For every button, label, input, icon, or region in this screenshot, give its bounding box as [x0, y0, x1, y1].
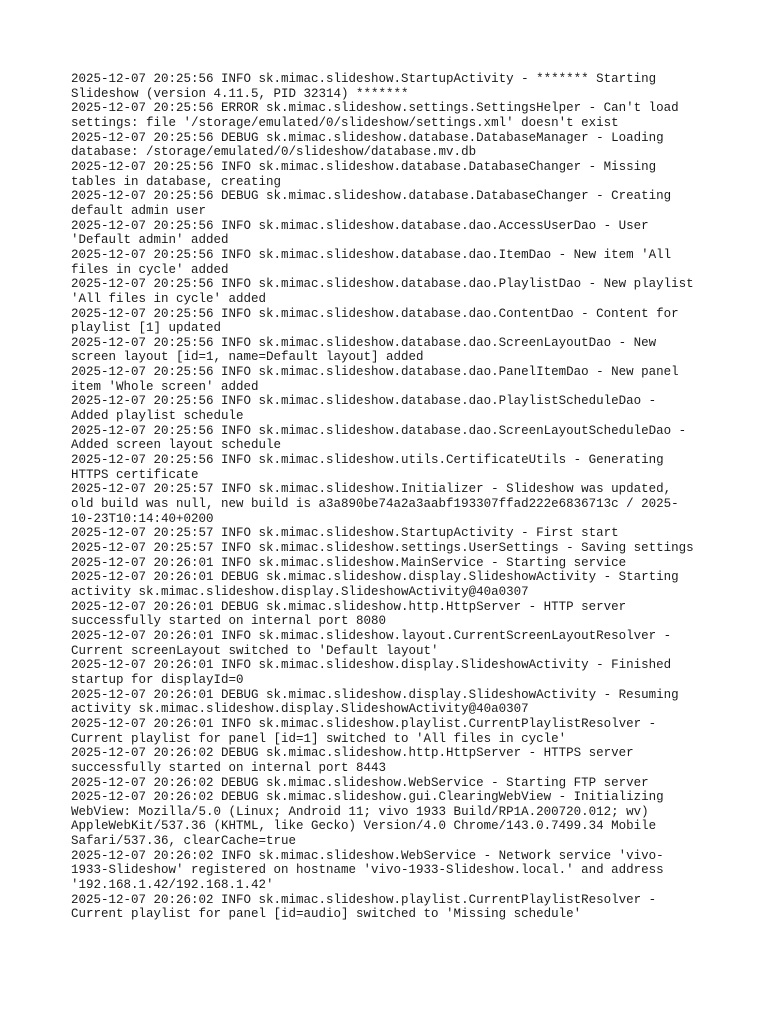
log-line: Added playlist schedule — [71, 409, 244, 424]
log-line: 2025-12-07 20:25:56 INFO sk.mimac.slideshow.database.dao.PlaylistScheduleDao - — [71, 394, 657, 409]
log-line: 2025-12-07 20:26:01 INFO sk.mimac.slideshow.layout.CurrentScreenLayoutResolver - — [71, 628, 672, 643]
log-line: 2025-12-07 20:26:01 INFO sk.mimac.slideshow.display.SlideshowActivity - Finished — [71, 658, 672, 673]
log-line: 2025-12-07 20:26:02 DEBUG sk.mimac.slideshow.gui.ClearingWebView - Initializing — [71, 790, 664, 805]
log-line: Current playlist for panel [id=audio] switched to 'Missing schedule' — [71, 907, 582, 922]
log-line: activity sk.mimac.slideshow.display.SlideshowActivity@40a0307 — [71, 702, 529, 717]
log-line: HTTPS certificate — [71, 467, 199, 482]
log-line: 2025-12-07 20:26:01 INFO sk.mimac.slideshow.playlist.CurrentPlaylistResolver - — [71, 716, 657, 731]
log-line: 2025-12-07 20:26:01 DEBUG sk.mimac.slideshow.http.HttpServer - HTTP server — [71, 599, 627, 614]
log-line: 'All files in cycle' added — [71, 291, 267, 306]
log-line: AppleWebKit/537.36 (KHTML, like Gecko) Version/4.0 Chrome/143.0.7499.34 Mobile — [71, 819, 657, 834]
log-line: 2025-12-07 20:25:56 INFO sk.mimac.slideshow.database.dao.AccessUserDao - User — [71, 218, 649, 233]
log-line: Safari/537.36, clearCache=true — [71, 834, 297, 849]
log-output — [71, 72, 711, 922]
log-line: default admin user — [71, 203, 207, 218]
log-line: 2025-12-07 20:25:57 INFO sk.mimac.slideshow.StartupActivity - First start — [71, 526, 619, 541]
log-line: Added screen layout schedule — [71, 438, 282, 453]
log-line: screen layout [id=1, name=Default layout] added — [71, 350, 424, 365]
log-line: 2025-12-07 20:25:56 INFO sk.mimac.slideshow.database.dao.PlaylistDao - New playlist — [71, 277, 694, 292]
log-line: 2025-12-07 20:25:56 INFO sk.mimac.slideshow.database.dao.ItemDao - New item 'All — [71, 247, 672, 262]
log-line: 2025-12-07 20:25:56 INFO sk.mimac.slideshow.database.dao.PanelItemDao - New panel — [71, 365, 679, 380]
log-line: old build was null, new build is a3a890be74a2a3aabf193307ffad222e6836713c / 2025- — [71, 497, 679, 512]
log-line: tables in database, creating — [71, 174, 282, 189]
log-line: 2025-12-07 20:25:56 ERROR sk.mimac.slideshow.settings.SettingsHelper - Can't load — [71, 101, 679, 116]
log-line: database: /storage/emulated/0/slideshow/database.mv.db — [71, 145, 477, 160]
log-line: 2025-12-07 20:26:01 DEBUG sk.mimac.slideshow.display.SlideshowActivity - Resuming — [71, 687, 679, 702]
log-line: successfully started on internal port 8443 — [71, 760, 387, 775]
log-line: 2025-12-07 20:25:56 DEBUG sk.mimac.slideshow.database.DatabaseChanger - Creating — [71, 189, 672, 204]
log-line: '192.168.1.42/192.168.1.42' — [71, 878, 274, 893]
log-line: 2025-12-07 20:25:56 INFO sk.mimac.slideshow.database.dao.ScreenLayoutDao - New — [71, 335, 657, 350]
log-line: 2025-12-07 20:25:56 INFO sk.mimac.slideshow.database.dao.ScreenLayoutScheduleDao - — [71, 423, 687, 438]
log-line: 2025-12-07 20:26:01 DEBUG sk.mimac.slideshow.display.SlideshowActivity - Starting — [71, 570, 679, 585]
log-line: startup for displayId=0 — [71, 672, 244, 687]
log-line: successfully started on internal port 8080 — [71, 614, 387, 629]
log-line: 2025-12-07 20:25:56 INFO sk.mimac.slideshow.database.DatabaseChanger - Missing — [71, 159, 657, 174]
log-line: 2025-12-07 20:26:01 INFO sk.mimac.slideshow.MainService - Starting service — [71, 555, 627, 570]
log-line: Slideshow (version 4.11.5, PID 32314) ******* — [71, 86, 409, 101]
log-line: 2025-12-07 20:26:02 INFO sk.mimac.slideshow.WebService - Network service 'vivo- — [71, 848, 664, 863]
log-line: item 'Whole screen' added — [71, 379, 259, 394]
log-line: 2025-12-07 20:25:57 INFO sk.mimac.slideshow.Initializer - Slideshow was updated, — [71, 482, 672, 497]
log-line: 2025-12-07 20:26:02 INFO sk.mimac.slideshow.playlist.CurrentPlaylistResolver - — [71, 892, 657, 907]
log-line: 2025-12-07 20:26:02 DEBUG sk.mimac.slideshow.http.HttpServer - HTTPS server — [71, 746, 634, 761]
log-line: Current screenLayout switched to 'Default layout' — [71, 643, 439, 658]
log-line: 2025-12-07 20:25:57 INFO sk.mimac.slideshow.settings.UserSettings - Saving settings — [71, 541, 694, 555]
log-line: playlist [1] updated — [71, 321, 222, 336]
log-line: 2025-12-07 20:25:56 INFO sk.mimac.slideshow.StartupActivity - ******* Starting — [71, 72, 657, 86]
log-line: settings: file '/storage/emulated/0/slideshow/settings.xml' doesn't exist — [71, 115, 619, 130]
log-line: 2025-12-07 20:26:02 DEBUG sk.mimac.slideshow.WebService - Starting FTP server — [71, 775, 649, 790]
log-line: Current playlist for panel [id=1] switched to 'All files in cycle' — [71, 731, 567, 746]
log-line: 'Default admin' added — [71, 233, 229, 248]
log-line: activity sk.mimac.slideshow.display.SlideshowActivity@40a0307 — [71, 584, 529, 599]
log-line: 2025-12-07 20:25:56 INFO sk.mimac.slideshow.utils.CertificateUtils - Generating — [71, 453, 664, 468]
log-line: 10-23T10:14:40+0200 — [71, 511, 214, 526]
log-line: 2025-12-07 20:25:56 DEBUG sk.mimac.slideshow.database.DatabaseManager - Loading — [71, 130, 664, 145]
log-line: 1933-Slideshow' registered on hostname 'vivo-1933-Slideshow.local.' and address — [71, 863, 664, 878]
log-line: WebView: Mozilla/5.0 (Linux; Android 11; vivo 1933 Build/RP1A.200720.012; wv) — [71, 804, 649, 819]
log-line: files in cycle' added — [71, 262, 229, 277]
log-line: 2025-12-07 20:25:56 INFO sk.mimac.slideshow.database.dao.ContentDao - Content for — [71, 306, 679, 321]
